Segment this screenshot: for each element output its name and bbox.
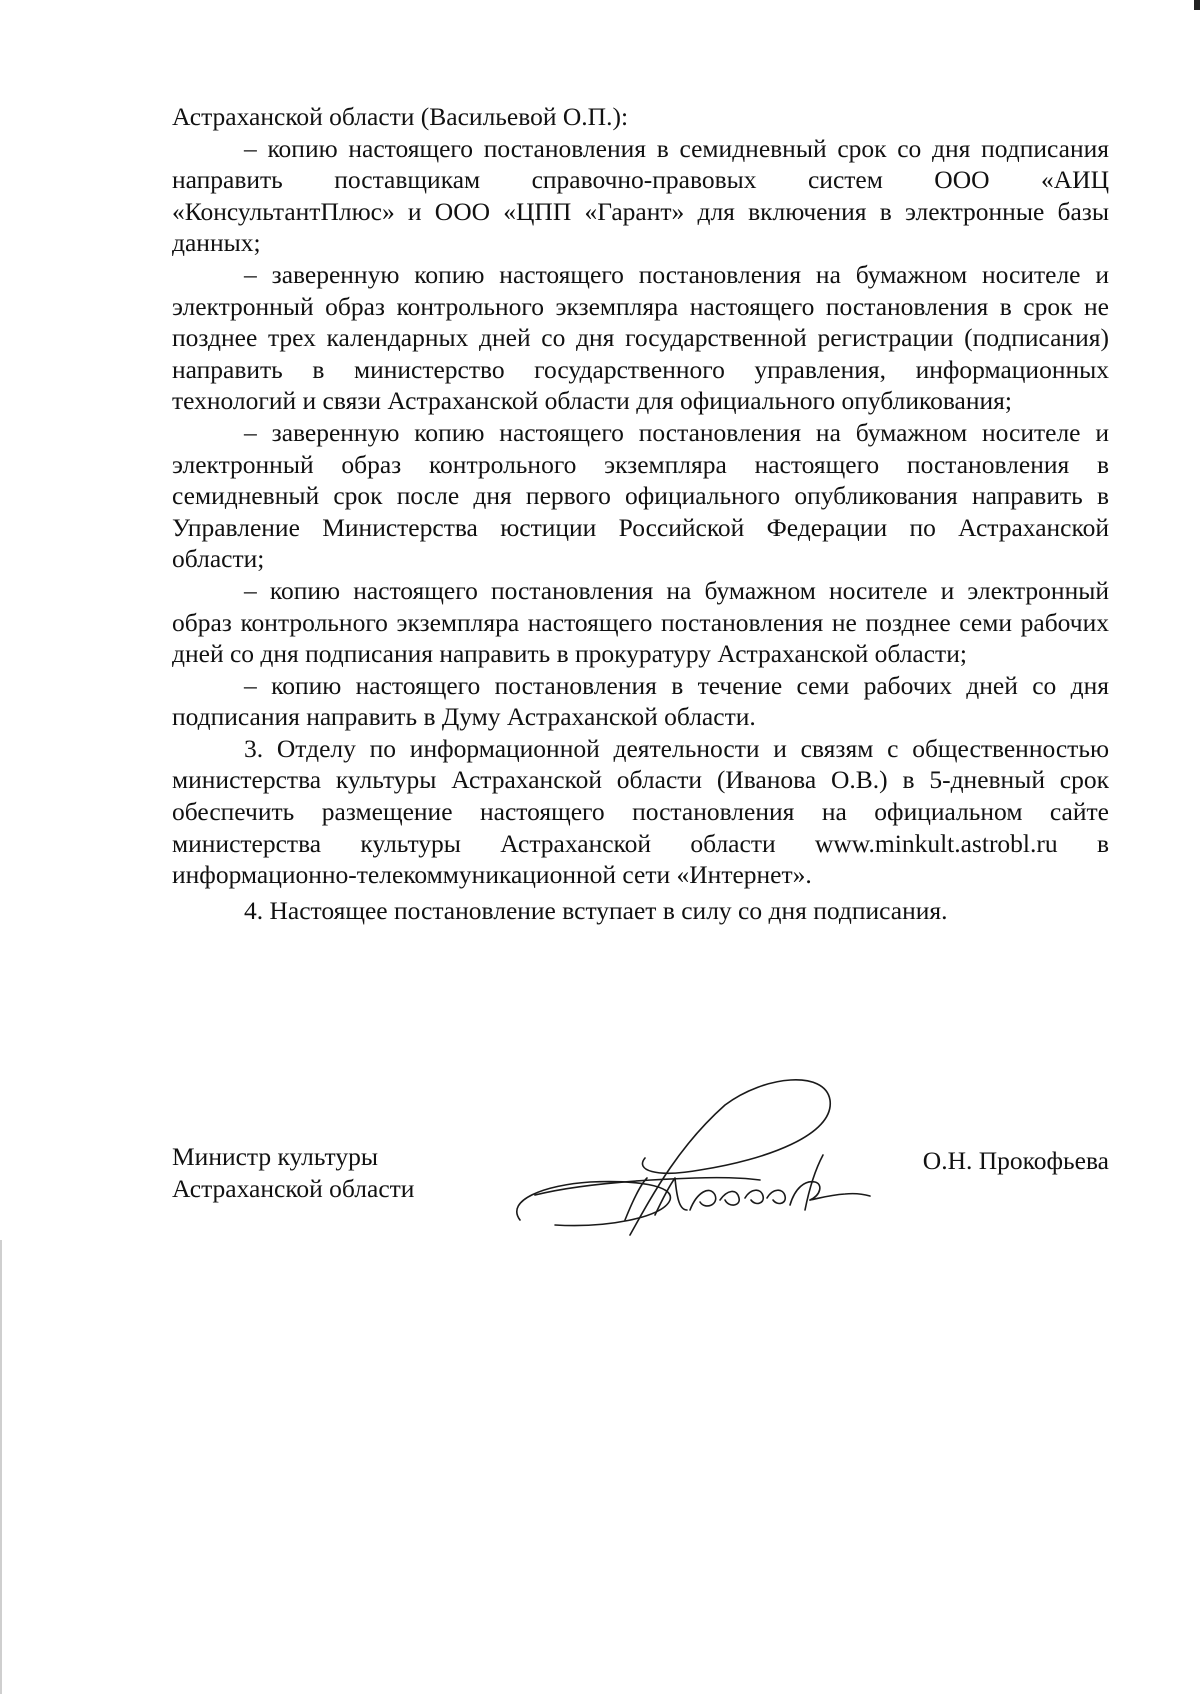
paragraph-addressee: Астраханской области (Васильевой О.П.): [172, 102, 629, 131]
paragraph-copy-legal-systems: – копию настоящего постановления в семидневный срок со дня подписания направить поставщикам справочно-правовых систем ООО «АИЦ «КонсультантПлюс» и ООО «ЦПП «Гарант» для включения в электронные базы данных; [172, 133, 1109, 258]
paragraph-item-3: 3. Отделу по информационной деятельности и связям с общественностью министерства культуры Астраханской области (Иванова О.В.) в 5-дневный срок обеспечить размещение настоящего постановления на официальном сайте министерства культуры Астраханской области www.minkult.astrobl.ru в информационно-телекоммуникационной сети «Интернет». [172, 733, 1109, 890]
signatory-position-line-2: Астраханской области [172, 1174, 415, 1203]
scan-edge-line [0, 1240, 2, 1694]
paragraph-copy-duma: – копию настоящего постановления в течение семи рабочих дней со дня подписания направить в Думу Астраханской области. [172, 670, 1109, 732]
paragraph-copy-publication: – заверенную копию настоящего постановления на бумажном носителе и электронный образ контрольного экземпляра настоящего постановления в срок не позднее трех календарных дней со дня государственной регистрации (подписания) направить в министерство государственного управления, информационных технологий и связи Астраханской области для официального опубликования; [172, 259, 1109, 416]
scan-edge-mark [1194, 0, 1200, 10]
signatory-name: О.Н. Прокофьева [922, 1146, 1109, 1175]
handwritten-signature [505, 1060, 895, 1260]
paragraph-copy-prosecutor: – копию настоящего постановления на бумажном носителе и электронный образ контрольного экземпляра настоящего постановления не позднее семи рабочих дней со дня подписания направить в прокуратуру Астраханской области; [172, 575, 1109, 669]
paragraph-copy-ministry-justice: – заверенную копию настоящего постановления на бумажном носителе и электронный образ контрольного экземпляра настоящего постановления в семидневный срок после дня первого официального опубликования направить в Управление Министерства юстиции Российской Федерации по Астраханской области; [172, 417, 1109, 574]
signatory-position [172, 1141, 414, 1205]
paragraph-item-4: 4. Настоящее постановление вступает в силу со дня подписания. [244, 895, 948, 925]
signatory-position-line-1: Министр культуры [172, 1142, 378, 1171]
document-body [172, 101, 1109, 926]
